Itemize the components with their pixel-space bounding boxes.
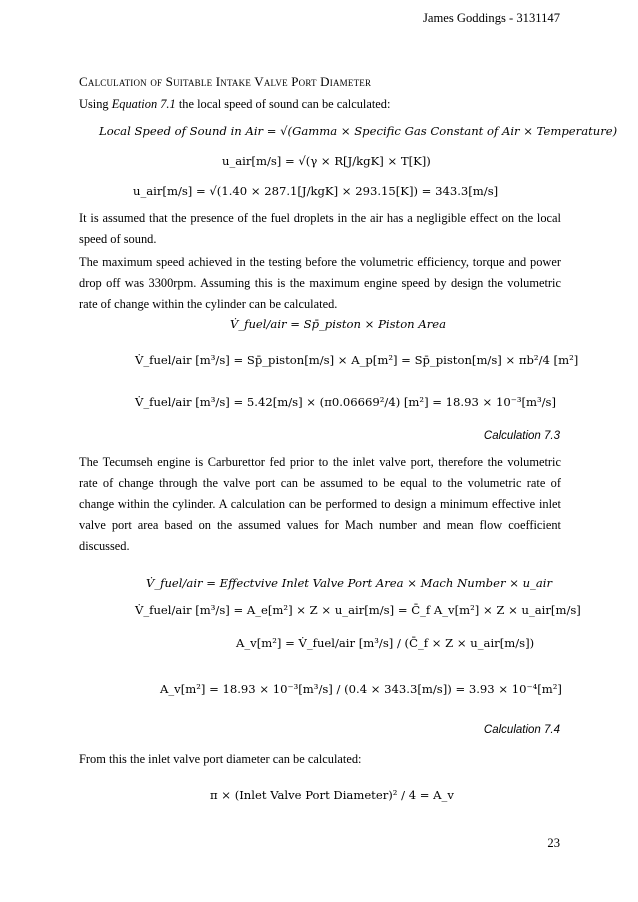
equation-valve-area-symbolic: A_v[m²] = V̇_fuel/air [m³/s] / (C̄_f × Z × u_air[m/s]) [236, 636, 535, 650]
equation-flow-coefficient: V̇_fuel/air [m³/s] = A_e[m²] × Z × u_air[m/s] = C̄_f A_v[m²] × Z × u_air[m/s] [135, 603, 581, 617]
paragraph-maximum-speed: The maximum speed achieved in the testing before the volumetric efficiency, torque and power drop off was 3300rpm. Assuming this is the maximum engine speed by design the volumetric rate of change within the cylinder can be calculated. [79, 255, 561, 311]
equation-effective-port-area: V̇_fuel/air = Effectvive Inlet Valve Port Area × Mach Number × u_air [146, 576, 553, 590]
intro-suffix: the local speed of sound can be calculated: [175, 97, 391, 111]
equation-volumetric-rate-numeric: V̇_fuel/air [m³/s] = 5.42[m/s] × (π0.06669²/4) [m²] = 18.93 × 10⁻³[m³/s] [135, 395, 557, 409]
equation-port-diameter: π × (Inlet Valve Port Diameter)² / 4 = A_v [210, 788, 454, 802]
intro-prefix: Using [79, 97, 112, 111]
equation-uair-numeric: u_air[m/s] = √(1.40 × 287.1[J/kgK] × 293.15[K]) = 343.3[m/s] [133, 184, 499, 198]
equation-local-speed-of-sound: Local Speed of Sound in Air = √(Gamma × Specific Gas Constant of Air × Temperature) [99, 124, 618, 138]
section-heading-text: Calculation of Suitable Intake Valve Port Diameter [79, 74, 372, 89]
paragraph-port-diameter-intro: From this the inlet valve port diameter can be calculated: [79, 752, 362, 766]
calculation-label-7-4: Calculation 7.4 [483, 724, 560, 736]
equation-valve-area-numeric: A_v[m²] = 18.93 × 10⁻³[m³/s] / (0.4 × 343.3[m/s]) = 3.93 × 10⁻⁴[m²] [160, 682, 562, 696]
calculation-label-7-3: Calculation 7.3 [483, 430, 560, 442]
section-heading [79, 74, 371, 90]
intro-line [79, 94, 390, 115]
paragraph-tecumseh-engine: The Tecumseh engine is Carburettor fed prior to the inlet valve port, therefore the volumetric rate of change through the valve port can be assumed to be equal to the volumetric rate of change within the cylinder. A calculation can be performed to design a minimum effective inlet valve port area based on the assumed values for Mach number and mean flow coefficient discussed. [79, 455, 561, 553]
equation-uair-symbolic: u_air[m/s] = √(γ × R[J/kgK] × T[K]) [222, 154, 431, 168]
page-number: 23 [547, 836, 560, 850]
paragraph-fuel-droplets: It is assumed that the presence of the fuel droplets in the air has a negligible effect on the local speed of sound. [79, 211, 561, 246]
equation-volumetric-rate-definition: V̇_fuel/air = Sp̄_piston × Piston Area [230, 317, 447, 331]
equation-volumetric-rate-units: V̇_fuel/air [m³/s] = Sp̄_piston[m/s] × A_p[m²] = Sp̄_piston[m/s] × πb²/4 [m²] [135, 353, 579, 367]
page-header-author: James Goddings - 3131147 [422, 11, 560, 25]
equation-reference-link: Equation 7.1 [111, 97, 176, 111]
